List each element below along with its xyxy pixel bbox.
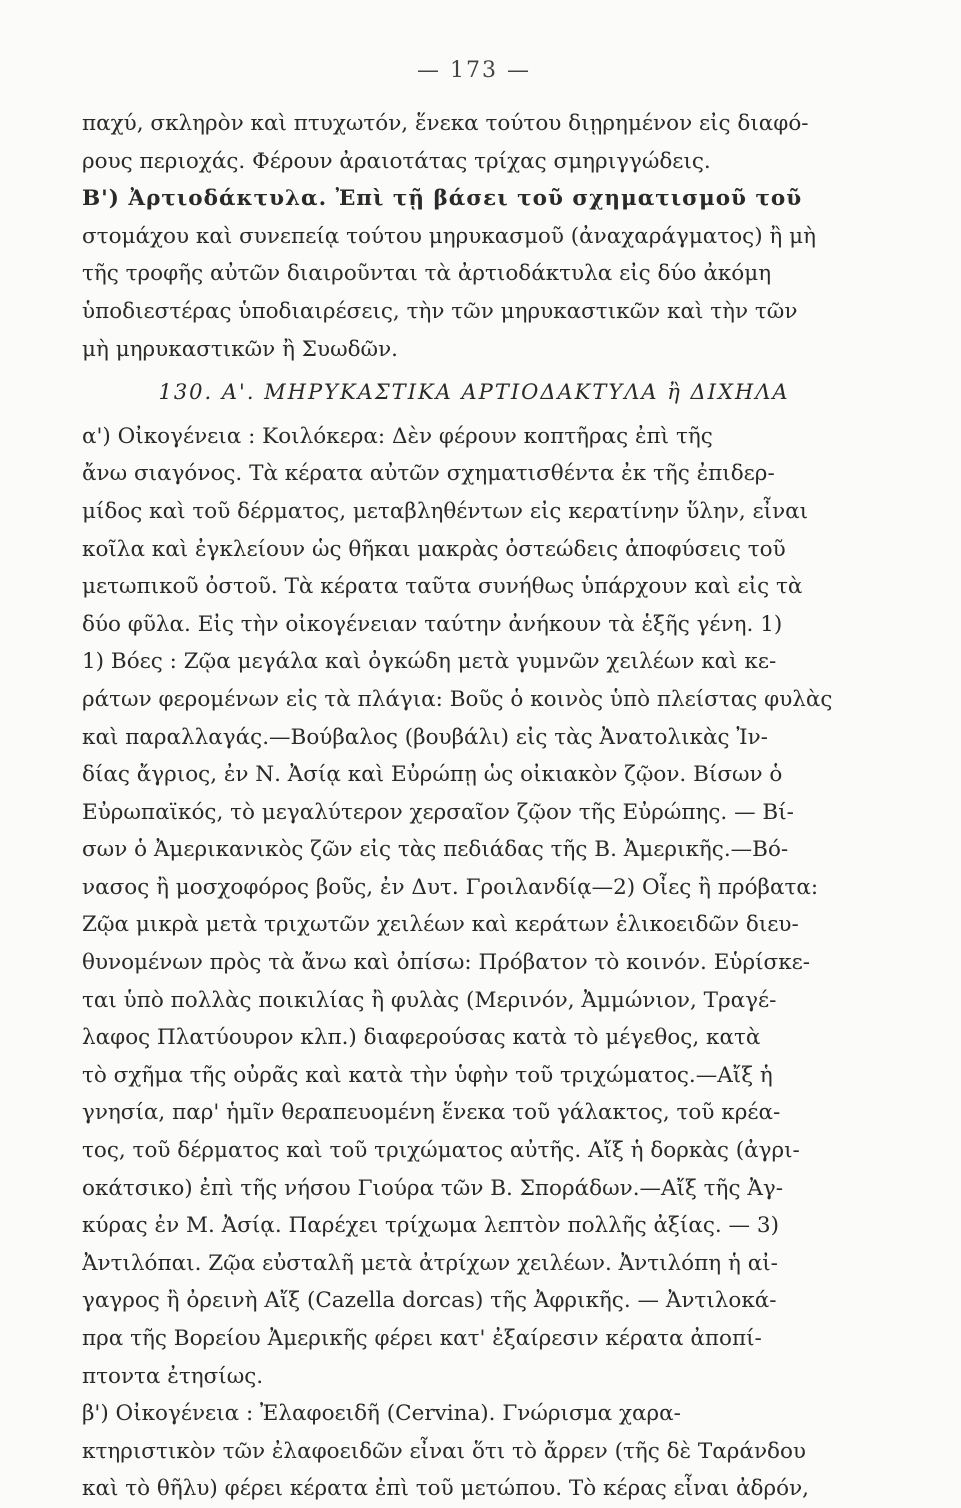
text-line: τῆς τροφῆς αὐτῶν διαιροῦνται τὰ ἀρτιοδάκτυλα εἰς δύο ἀκόμη: [82, 261, 772, 287]
section-heading-artiodactyla: Β') Ἀρτιοδάκτυλα. Ἐπὶ τῇ βάσει τοῦ σχηματισμοῦ τοῦ: [82, 186, 803, 212]
text-line: μὴ μηρυκαστικῶν ἢ Συωδῶν.: [82, 336, 398, 362]
text-line: γνησία, παρ' ἡμῖν θεραπευομένη ἕνεκα τοῦ γάλακτος, τοῦ κρέα-: [82, 1100, 781, 1126]
body-text: [82, 105, 866, 1508]
text-line: λαφος Πλατύουρον κλπ.) διαφερούσας κατὰ τὸ μέγεθος, κατὰ: [82, 1025, 761, 1051]
text-line: Ζῷα μικρὰ μετὰ τριχωτῶν χειλέων καὶ κεράτων ἑλικοειδῶν διευ-: [82, 912, 799, 938]
text-line: κτηριστικὸν τῶν ἐλαφοειδῶν εἶναι ὅτι τὸ ἄρρεν (τῆς δὲ Ταράνδου: [82, 1438, 806, 1464]
text-line: β') Οἰκογένεια : Ἐλαφοειδῆ (Cervina). Γνώρισμα χαρα-: [82, 1401, 681, 1427]
text-line: Ἀντιλόπαι. Ζῷα εὐσταλῆ μετὰ ἀτρίχων χειλέων. Ἀντιλόπη ἡ αἰ-: [82, 1250, 778, 1276]
text-line: 1) Βόες : Ζῷα μεγάλα καὶ ὀγκώδη μετὰ γυμνῶν χειλέων καὶ κε-: [82, 649, 777, 675]
text-line: καὶ τὸ θῆλυ) φέρει κέρατα ἐπὶ τοῦ μετώπου. Τὸ κέρας εἶναι ἀδρόν,: [82, 1476, 809, 1502]
page-number: — 173 —: [417, 58, 531, 83]
text-line: νασος ἢ μοσχοφόρος βοῦς, ἐν Δυτ. Γροιλανδίᾳ—2) Οἶες ἢ πρόβατα:: [82, 874, 819, 900]
text-line: μίδος καὶ τοῦ δέρματος, μεταβληθέντων εἰς κερατίνην ὕλην, εἶναι: [82, 498, 809, 524]
text-line: δύο φῦλα. Εἰς τὴν οἰκογένειαν ταύτην ἀνήκουν τὰ ἑξῆς γένη. 1): [82, 611, 783, 637]
text-line: κύρας ἐν Μ. Ἀσίᾳ. Παρέχει τρίχωμα λεπτὸν πολλῆς ἀξίας. — 3): [82, 1213, 779, 1239]
text-line: τὸ σχῆμα τῆς οὐρᾶς καὶ κατὰ τὴν ὑφὴν τοῦ τριχώματος.—Αἴξ ἡ: [82, 1062, 773, 1088]
text-line: θυνομένων πρὸς τὰ ἄνω καὶ ὀπίσω: Πρόβατον τὸ κοινόν. Εὑρίσκε-: [82, 950, 811, 976]
text-line: ρους περιοχάς. Φέρουν ἀραιοτάτας τρίχας σμηριγγώδεις.: [82, 148, 711, 174]
text-line: παχύ, σκληρὸν καὶ πτυχωτόν, ἕνεκα τούτου διῃρημένον εἰς διαφό-: [82, 111, 809, 136]
text-line: ἄνω σιαγόνος. Τὰ κέρατα αὐτῶν σχηματισθέντα ἐκ τῆς ἐπιδερ-: [82, 461, 775, 487]
text-line: κοῖλα καὶ ἐγκλείουν ὡς θῆκαι μακρὰς ὀστεώδεις ἀποφύσεις τοῦ: [82, 536, 786, 562]
text-line: ράτων φερομένων εἰς τὰ πλάγια: Βοῦς ὁ κοινὸς ὑπὸ πλείστας φυλὰς: [82, 686, 833, 712]
text-line: τος, τοῦ δέρματος καὶ τοῦ τριχώματος αὐτῆς. Αἴξ ἡ δορκὰς (ἀγρι-: [82, 1138, 800, 1164]
text-line: οκάτσικο) ἐπὶ τῆς νήσου Γιούρα τῶν Β. Σποράδων.—Αἴξ τῆς Ἀγ-: [82, 1175, 783, 1201]
text-line: Εὐρωπαϊκός, τὸ μεγαλύτερον χερσαῖον ζῷον τῆς Εὐρώπης. — Βί-: [82, 799, 794, 825]
text-line: γαγρος ἢ ὀρεινὴ Αἴξ (Cazella dorcas) τῆς Ἀφρικῆς. — Ἀντιλοκά-: [82, 1288, 777, 1314]
text-line: πτοντα ἐτησίως.: [82, 1363, 264, 1389]
text-line: σων ὁ Ἀμερικανικὸς ζῶν εἰς τὰς πεδιάδας τῆς Β. Ἀμερικῆς.—Βό-: [82, 837, 789, 863]
text-line: ται ὑπὸ πολλὰς ποικιλίας ἢ φυλὰς (Μερινόν, Ἀμμώνιον, Τραγέ-: [82, 987, 777, 1013]
text-line: στομάχου καὶ συνεπείᾳ τούτου μηρυκασμοῦ (ἀναχαράγματος) ἢ μὴ: [82, 223, 816, 249]
text-line: πρα τῆς Βορείου Ἀμερικῆς φέρει κατ' ἐξαίρεσιν κέρατα ἀποπί-: [82, 1326, 762, 1351]
text-line: α') Οἰκογένεια : Κοιλόκερα: Δὲν φέρουν κοπτῆρας ἐπὶ τῆς: [82, 423, 713, 449]
text-line: μετωπικοῦ ὀστοῦ. Τὰ κέρατα ταῦτα συνήθως ὑπάρχουν καὶ εἰς τὰ: [82, 574, 803, 600]
text-line: ὑποδιεστέρας ὑποδιαιρέσεις, τὴν τῶν μηρυκαστικῶν καὶ τὴν τῶν: [82, 298, 798, 324]
section-heading-130: 130. Α'. ΜΗΡΥΚΑΣΤΙΚΑ ΑΡΤΙΟΔΑΚΤΥΛΑ ἢ ΔΙΧΗΛΑ: [158, 380, 790, 405]
text-line: καὶ παραλλαγάς.—Βούβαλος (βουβάλι) εἰς τὰς Ἀνατολικὰς Ἰν-: [82, 724, 768, 750]
text-line: δίας ἄγριος, ἐν Ν. Ἀσίᾳ καὶ Εὐρώπῃ ὡς οἰκιακὸν ζῷον. Βίσων ὁ: [82, 762, 783, 788]
